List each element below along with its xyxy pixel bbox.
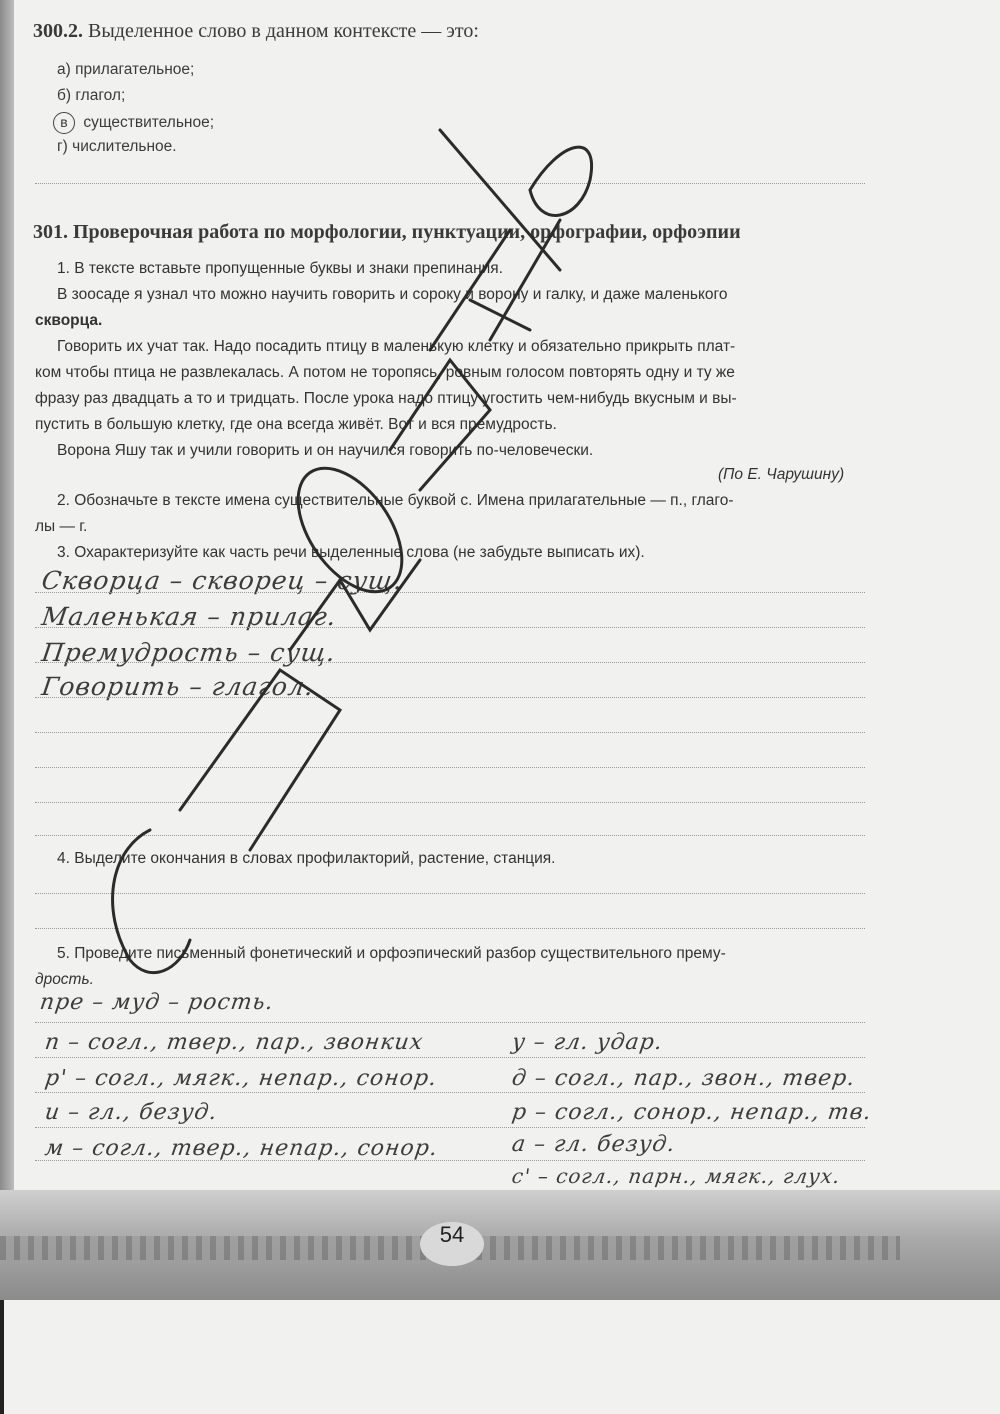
- text-line-2: скворца.: [35, 312, 103, 329]
- option-a-letter: а): [57, 61, 71, 78]
- phonetic-right-3: р – согл., сонор., непар., тв.: [510, 1100, 874, 1125]
- phonetic-left-5: м – согл., твер., непар., сонор.: [43, 1136, 440, 1161]
- text-line-3: Говорить их учат так. Надо посадить птицу в маленькую клетку и обязательно прикрыть плат-: [57, 338, 736, 355]
- phonetic-left-3: р' – согл., мягк., непар., сонор.: [43, 1066, 439, 1091]
- stamp-stroke: [530, 147, 592, 215]
- attribution: (По Е. Чарушину): [718, 466, 845, 483]
- stamp-stroke: [440, 130, 560, 270]
- item-2-line-2: лы — г.: [35, 518, 88, 535]
- option-b-text: глагол;: [75, 87, 126, 104]
- answer-line: [35, 1160, 865, 1161]
- text-line-6: пустить в большую клетку, где она всегда живёт. Вот и вся премудрость.: [35, 416, 557, 433]
- option-a: [57, 61, 194, 79]
- item-2-line-1: 2. Обозначьте в тексте имена существительные буквой с. Имена прилагательные — п., глаго-: [57, 492, 734, 509]
- option-b-letter: б): [57, 87, 72, 104]
- stamp-stroke: [113, 830, 190, 973]
- item-5-line-1: 5. Проведите письменный фонетический и орфоэпический разбор существительного прему-: [57, 945, 726, 962]
- item-4-instruction: 4. Выделите окончания в словах профилакторий, растение, станция.: [57, 850, 556, 867]
- phonetic-left-1: пре – муд – рость.: [38, 990, 276, 1015]
- item-1-instruction: 1. В тексте вставьте пропущенные буквы и знаки препинания.: [57, 260, 503, 277]
- text-line-5: фразу раз двадцать а то и тридцать. После урока надо птицу угостить чем-нибудь вкусным и вы-: [35, 390, 737, 407]
- handwritten-answer-2: Маленькая – прилаг.: [39, 602, 339, 631]
- text-line-7: Ворона Яшу так и учили говорить и он научился говорить по-человечески.: [57, 442, 594, 459]
- phonetic-right-2: д – согл., пар., звон., твер.: [510, 1066, 857, 1091]
- task-300-question: Выделенное слово в данном контексте — это:: [88, 20, 479, 42]
- phonetic-left-4: и – гл., безуд.: [43, 1100, 220, 1125]
- phonetic-right-4: а – гл. безуд.: [510, 1132, 678, 1157]
- task-300-number: 300.2.: [33, 20, 83, 42]
- stamp-stroke: [430, 220, 560, 350]
- answer-line: [35, 1057, 865, 1058]
- task-301-number: 301.: [33, 221, 68, 243]
- page-edge-bar: [0, 0, 14, 1290]
- handwritten-answer-1: Скворца – скворец – сущ.: [39, 566, 406, 595]
- phonetic-right-5: с' – согл., парн., мягк., глух.: [510, 1164, 843, 1188]
- page-number: [420, 1222, 484, 1266]
- text-line-1: В зоосаде я узнал что можно научить говорить и сороку и ворону и галку, и даже маленького: [57, 286, 728, 303]
- phonetic-right-1: у – гл. удар.: [510, 1030, 665, 1055]
- answer-line: [35, 1092, 865, 1093]
- option-d-letter: г): [57, 138, 68, 155]
- handwritten-answer-3: Премудрость – сущ.: [39, 638, 338, 667]
- item-5-line-2: дрость.: [35, 971, 94, 988]
- text-line-4: ком чтобы птица не развлекалась. А потом не торопясь, ровным голосом повторять одну и ту же: [35, 364, 735, 381]
- option-a-text: прилагательное;: [75, 61, 195, 78]
- option-b: [57, 87, 125, 105]
- answer-line: [35, 1022, 865, 1023]
- answer-line: [35, 1127, 865, 1128]
- option-c-circled-letter: в: [53, 112, 75, 134]
- phonetic-left-2: п – согл., твер., пар., звонких: [43, 1030, 425, 1055]
- task-301-title: Проверочная работа по морфологии, пунктуации, орфографии, орфоэпии: [73, 221, 741, 243]
- handwritten-answer-4: Говорить – глагол.: [39, 672, 317, 701]
- handwritten-stamp: [90, 110, 610, 990]
- option-c-text: существительное;: [83, 114, 215, 131]
- page-bottom-margin: [4, 1300, 1000, 1414]
- page-number-text: 54: [439, 1222, 465, 1247]
- task-300-heading: [33, 20, 479, 43]
- stamp-stroke: [180, 670, 340, 850]
- stamp-stroke: [390, 360, 490, 490]
- option-d-text: числительное.: [72, 138, 177, 155]
- item-3-instruction: 3. Охарактеризуйте как часть речи выделенные слова (не забудьте выписать их).: [57, 544, 645, 561]
